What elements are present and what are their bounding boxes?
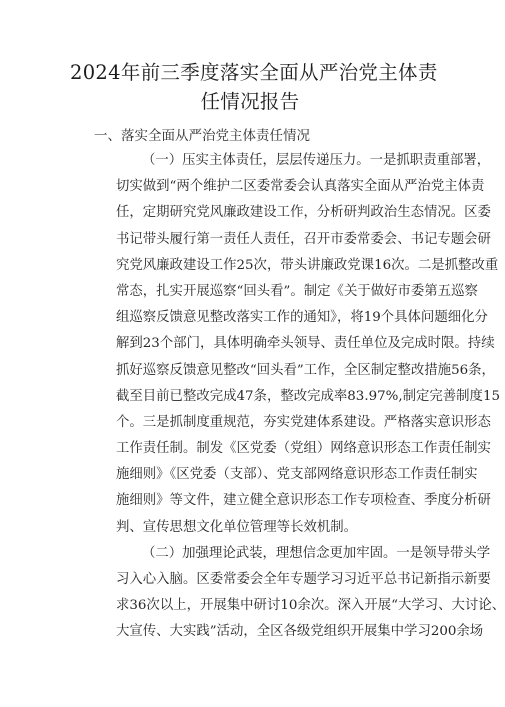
paragraph1-line: 组巡察反馈意见整改落实工作的通知》，将19个具体问题细化分 bbox=[116, 310, 488, 326]
paragraph1-line: 书记带头履行第一责任人责任，召开市委常委会、书记专题会研 bbox=[116, 231, 491, 247]
paragraph1-line: 个。三是抓制度重规范，夯实党建体系建设。严格落实意识形态 bbox=[116, 414, 491, 430]
paragraph-1 bbox=[90, 148, 500, 541]
paragraph1-line: 施细则》《区党委（支部）、党支部网络意识形态工作责任制实 bbox=[116, 467, 478, 483]
title-line-1: 2024年前三季度落实全面从严治党主体责 bbox=[70, 61, 438, 84]
paragraph1-line: 抓好巡察反馈意见整改“回头看”工作，全区制定整改措施56条， bbox=[116, 362, 495, 378]
paragraph1-line: 切实做到“两个维护二区委常委会认真落实全面从严治党主体责 bbox=[116, 179, 485, 195]
paragraph1-line: 究党风廉政建设工作25次，带头讲廉政党课16次。二是抓整改重 bbox=[116, 257, 499, 273]
paragraph2-line: 大宣传、大实践”活动，全区各级党组织开展集中学习200余场 bbox=[116, 624, 484, 640]
section-heading-1: 一、落实全面从严治党主体责任情况 bbox=[94, 128, 310, 144]
paragraph1-line: 解到23个部门，具体明确牵头领导、责任单位及完成时限。持续 bbox=[116, 336, 495, 352]
paragraph1-line: 判、宣传思想文化单位管理等长效机制。 bbox=[116, 519, 358, 535]
document-body bbox=[90, 148, 505, 646]
paragraph2-line: （二）加强理论武装，理想信念更加牢固。一是领导带头学 bbox=[142, 545, 491, 561]
paragraph1-line: 工作责任制。制发《区党委（党组）网络意识形态工作责任制实 bbox=[116, 441, 491, 457]
title-line-2: 任情况报告 bbox=[200, 90, 300, 113]
paragraph1-line: 截至目前已整改完成47条，整改完成率83.97%,制定完善制度15 bbox=[116, 388, 500, 404]
paragraph-2 bbox=[90, 541, 505, 646]
document-title bbox=[70, 58, 438, 116]
paragraph2-line: 习入心入脑。区委常委会全年专题学习习近平总书记新指示新要 bbox=[116, 572, 491, 587]
paragraph1-line: 常态，扎实开展巡察“回头看”。制定《关于做好市委第五巡察 bbox=[116, 283, 478, 299]
paragraph1-line: （一）压实主体责任，层层传递压力。一是抓职责重部署， bbox=[142, 153, 491, 168]
paragraph1-line: 任，定期研究党风廉政建设工作，分析研判政治生态情况。区委 bbox=[116, 205, 491, 221]
paragraph1-line: 施细则》等文件，建立健全意识形态工作专项检查、季度分析研 bbox=[116, 493, 491, 509]
paragraph2-line: 求36次以上，开展集中研讨10余次。深入开展“大学习、大讨论、 bbox=[116, 598, 505, 614]
